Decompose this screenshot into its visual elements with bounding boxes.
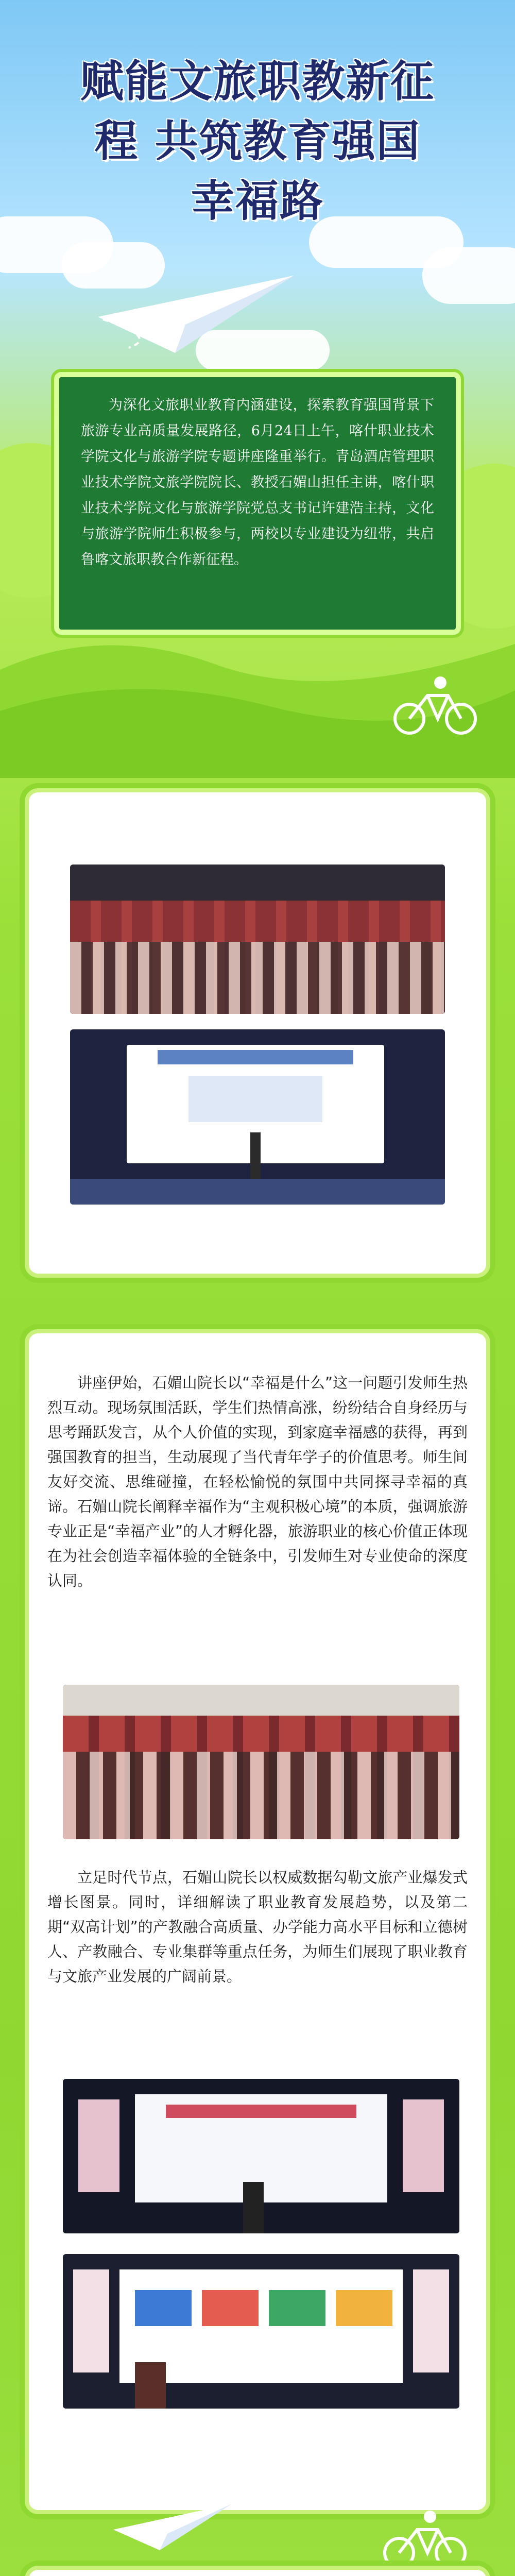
intro-card [54, 372, 461, 635]
bicycle-icon [391, 675, 479, 737]
photo-frame-1 [25, 788, 490, 1278]
title-line: 幸福路 [191, 176, 324, 226]
header-banner [0, 0, 515, 629]
photo-audience [70, 865, 445, 1014]
photo-lecture-screen [70, 1029, 445, 1205]
cloud-icon [422, 247, 515, 304]
photo-student-speaking [63, 1685, 459, 1839]
paragraph-1: 讲座伊始，石媚山院长以“幸福是什么”这一问题引发师生热烈互动。现场氛围活跃，学生们热情高涨，纷纷结合自身经历与思考踊跃发言，从个人价值的实现，到家庭幸福感的获得，再到强国教育的担当，生动展现了当代青年学子的价值思考。师生间友好交流、思维碰撞，在轻松愉悦的氛围中共同探寻幸福的真谛。石媚山院长阐释幸福作为“主观积极心境”的本质，强调旅游专业正是“幸福产业”的人才孵化器，旅游职业的核心价值正体现在为社会创造幸福体验的全链条中，引发师生对专业使命的深度认同。 [47, 1374, 468, 1589]
title-line: 赋能文旅职教新征 [80, 56, 435, 107]
intro-text: 为深化文旅职业教育内涵建设，探索教育强国背景下旅游专业高质量发展路径，6月24日上午，喀什职业技术学院文化与旅游学院专题讲座隆重举行。青岛酒店管理职业技术学院文旅学院院长、教授石媚山担任主讲，喀什职业技术学院文化与旅游学院党总支书记许建浩主持，文化与旅游学院师生积极参与，两校以专业建设为纽带，共启鲁喀文旅职教合作新征程。 [81, 397, 434, 568]
photo-speaker-slide [63, 2254, 459, 2409]
paper-plane-icon [113, 2504, 232, 2550]
content-frame-3 [25, 2566, 490, 2576]
page-title [26, 52, 489, 231]
photo-speaker-podium [63, 2079, 459, 2233]
paper-plane-icon [98, 276, 294, 353]
paragraph-2: 立足时代节点，石媚山院长以权威数据勾勒文旅产业爆发式增长图景。同时，详细解读了职业教育发展趋势，以及第二期“双高计划”的产教融合高质量、办学能力高水平目标和立德树人、产教融合、专业集群等重点任务，为师生们展现了职业教育与文旅产业发展的广阔前景。 [47, 1869, 468, 1985]
bicycle-icon [381, 2509, 469, 2571]
title-line: 程 共筑教育强国 [94, 116, 421, 166]
